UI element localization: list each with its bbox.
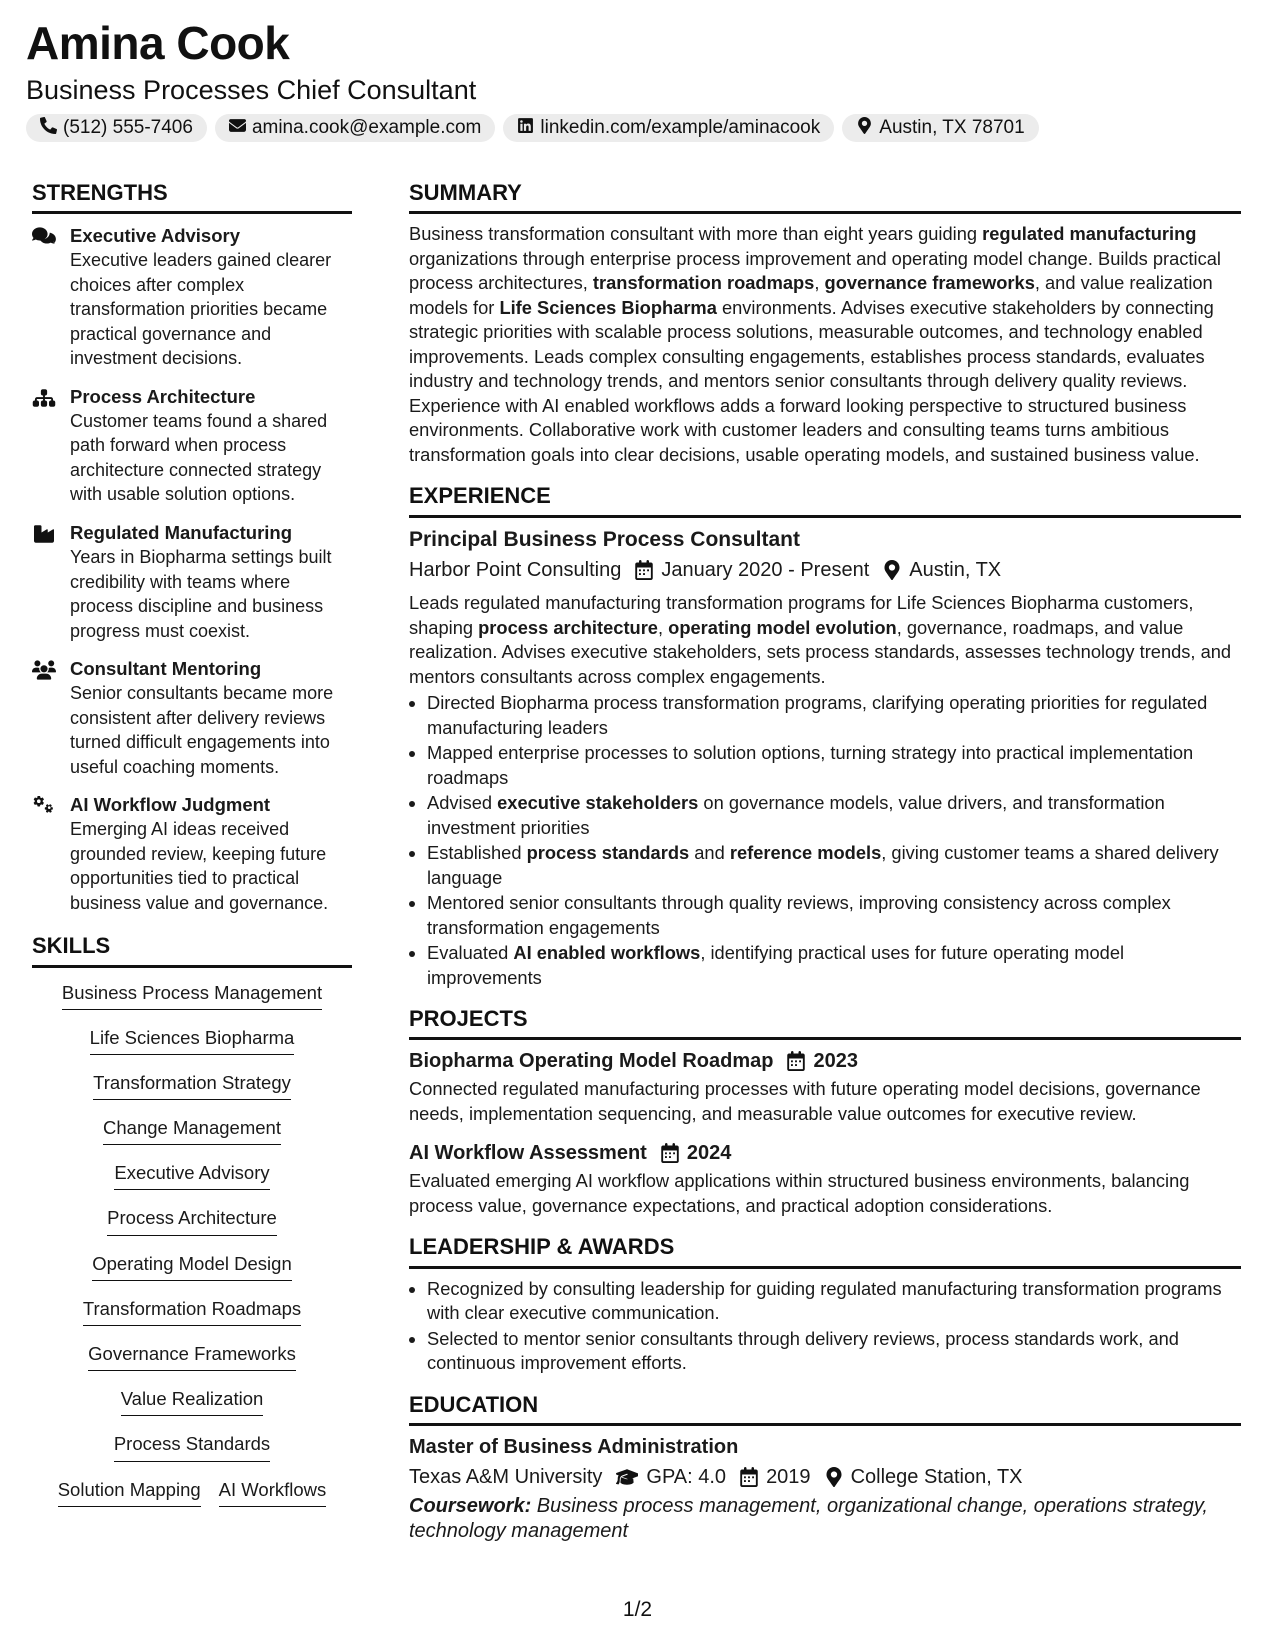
candidate-name: Amina Cook xyxy=(26,17,290,69)
strength-item xyxy=(32,385,352,507)
skill-row xyxy=(58,1479,327,1524)
contact-phone[interactable] xyxy=(26,114,207,142)
text-run: Evaluated xyxy=(427,942,514,964)
bold-phrase: executive stakeholders xyxy=(497,792,699,814)
contact-linkedin[interactable] xyxy=(503,114,834,142)
contact-bar xyxy=(26,114,1039,142)
contact-linkedin-text: linkedin.com/example/aminacook xyxy=(540,117,821,138)
skill-tag: Process Architecture xyxy=(107,1207,277,1235)
calendar-icon xyxy=(740,1467,758,1487)
bold-phrase: regulated manufacturing xyxy=(982,223,1197,245)
bold-phrase: governance frameworks xyxy=(824,272,1035,294)
project-title-row xyxy=(409,1048,1241,1074)
text-run: Mapped enterprise processes to solution options, turning strategy into practical implementation roadmaps xyxy=(427,742,1194,788)
page-number: 1/2 xyxy=(622,1598,653,1621)
strength-item xyxy=(32,224,352,371)
bold-phrase: Life Sciences Biopharma xyxy=(499,296,717,318)
skills-heading: SKILLS xyxy=(32,933,352,967)
skill-tag: Transformation Strategy xyxy=(93,1072,291,1100)
contact-location-text: Austin, TX 78701 xyxy=(879,117,1025,138)
text-run: , identifying practical uses for future operating model improvements xyxy=(427,942,1125,988)
gpa: GPA: 4.0 xyxy=(646,1466,727,1489)
leadership-section xyxy=(409,1234,1241,1375)
projects-section xyxy=(409,1006,1241,1218)
project-year: 2023 xyxy=(813,1050,858,1073)
strength-title: AI Workflow Judgment xyxy=(70,794,271,816)
summary-text xyxy=(409,222,1241,467)
job-bullets xyxy=(409,691,1241,990)
text-run: Mentored senior consultants through quality reviews, improving consistency across complex transformation engagements xyxy=(427,892,1171,938)
coursework-label: Coursework: xyxy=(409,1495,532,1518)
comments-icon xyxy=(32,224,58,371)
candidate-headline: Business Processes Chief Consultant xyxy=(26,75,477,105)
contact-phone-text: (512) 555-7406 xyxy=(63,117,193,138)
bold-phrase: operating model evolution xyxy=(668,616,897,638)
strength-title: Process Architecture xyxy=(70,385,256,407)
project-description: Connected regulated manufacturing processes with future operating model decisions, governance needs, implementation sequencing, and measurable value outcomes for executive review. xyxy=(409,1078,1201,1124)
skill-tag: Executive Advisory xyxy=(114,1162,269,1190)
map-pin-icon xyxy=(883,560,901,580)
strengths-heading: STRENGTHS xyxy=(32,180,352,214)
text-run: and xyxy=(689,842,730,864)
bold-phrase: process architecture xyxy=(478,616,658,638)
strength-item xyxy=(32,657,352,779)
coursework xyxy=(409,1494,1241,1543)
right-column xyxy=(409,180,1241,1543)
text-run: Directed Biopharma process transformation programs, clarifying operating priorities for regulated manufacturing leaders xyxy=(427,692,1208,738)
text-run: Leads regulated manufacturing transformation programs for Life Sciences Biopharma customers, shaping xyxy=(409,592,1194,638)
strength-text: Customer teams found a shared path forward when process architecture connected strategy with usable solution options. xyxy=(70,410,328,505)
text-run: , and value realization models for xyxy=(409,272,1213,318)
projects-heading: PROJECTS xyxy=(409,1006,1241,1040)
linkedin-icon xyxy=(517,117,534,140)
job-location: Austin, TX xyxy=(909,559,1002,582)
map-pin-icon xyxy=(856,117,873,140)
job-bullet xyxy=(427,841,1241,890)
project-year: 2024 xyxy=(686,1142,732,1165)
job-bullet xyxy=(427,741,1241,790)
skill-tag: Process Standards xyxy=(114,1433,270,1461)
skill-tag: Solution Mapping xyxy=(58,1479,201,1507)
strength-text: Years in Biopharma settings built credibility with teams where process discipline and business progress must coexist. xyxy=(70,547,332,641)
strength-title: Regulated Manufacturing xyxy=(70,521,293,543)
education-meta xyxy=(409,1464,1241,1490)
map-pin-icon xyxy=(825,1467,843,1487)
phone-icon xyxy=(40,117,57,140)
envelope-icon xyxy=(229,117,246,140)
text-run: Advised xyxy=(427,792,498,814)
strength-text: Senior consultants became more consistent after delivery reviews turned difficult engagements into useful coaching moments. xyxy=(70,683,334,777)
strength-item xyxy=(32,793,352,915)
experience-section xyxy=(409,483,1241,990)
job-description xyxy=(409,591,1241,689)
graduation-cap-icon xyxy=(616,1467,638,1487)
leadership-bullet: • Recognized by consulting leadership for guiding regulated manufacturing transformation programs with clear executive communication. xyxy=(427,1277,1241,1326)
text-run: organizations through enterprise process improvement and operating model change. Builds practical process architectures, xyxy=(409,247,1221,294)
skill-tag: Operating Model Design xyxy=(92,1253,292,1281)
bold-phrase: process standards xyxy=(526,842,690,864)
skill-tag: AI Workflows xyxy=(219,1479,327,1507)
cogs-icon xyxy=(32,793,58,915)
coursework-text: Business process management, organizational change, operations strategy, technology management xyxy=(409,1495,1208,1542)
project-description: Evaluated emerging AI workflow applications within structured business environments, balancing process value, governance expectations, and practical adoption considerations. xyxy=(409,1170,1190,1216)
project-title: Biopharma Operating Model Roadmap xyxy=(409,1050,774,1073)
job-bullet xyxy=(427,941,1241,990)
strength-title: Consultant Mentoring xyxy=(70,658,262,680)
users-icon xyxy=(32,657,58,779)
bold-phrase: transformation roadmaps xyxy=(592,272,815,294)
text-run: , giving customer teams a shared delivery language xyxy=(427,842,1219,888)
project-title: AI Workflow Assessment xyxy=(409,1142,647,1165)
job-bullet xyxy=(427,691,1241,740)
strength-title: Executive Advisory xyxy=(70,225,241,247)
job-meta xyxy=(409,557,1241,583)
text-run: Established xyxy=(427,842,527,864)
school-location: College Station, TX xyxy=(850,1466,1023,1489)
text-run: Business transformation consultant with more than eight years guiding xyxy=(409,223,983,245)
calendar-icon xyxy=(661,1143,679,1163)
school-name: Texas A&M University xyxy=(409,1466,603,1489)
text-run: , xyxy=(814,272,825,294)
experience-heading: EXPERIENCE xyxy=(409,483,1241,517)
text-run: environments. Advises executive stakeholders by connecting strategic priorities with scalable process solutions, measurable outcomes, and technology enabled improvements. Leads complex consulting engagements, establishes process standards, evaluates industry and technology trends, and mentors senior consultants through delivery quality reviews. Experience with AI enabled workflows adds a forward looking perspective to structured business environments. Collaborative work with customer leaders and consulting teams turns ambitious transformation goals into clear decisions, usable operating models, and sustained business value. xyxy=(409,296,1214,465)
contact-email-text: amina.cook@example.com xyxy=(251,117,482,138)
strengths-list xyxy=(32,224,352,915)
text-run: , governance, roadmaps, and value realization. Advises executive stakeholders, sets process standards, assesses technology trends, and mentors consultants across complex engagements. xyxy=(409,616,1232,687)
job-company: Harbor Point Consulting xyxy=(409,559,622,582)
job-bullet xyxy=(427,791,1241,840)
text-run: on governance models, value drivers, and transformation investment priorities xyxy=(427,792,1165,838)
leadership-heading: LEADERSHIP & AWARDS xyxy=(409,1234,1241,1268)
job-title: Principal Business Process Consultant xyxy=(409,527,800,551)
contact-location xyxy=(842,114,1038,142)
strength-text: Emerging AI ideas received grounded review, keeping future opportunities tied to practical business value and governance. xyxy=(70,819,329,913)
skill-tag: Business Process Management xyxy=(62,982,322,1010)
industry-icon xyxy=(32,521,58,643)
skill-tag: Life Sciences Biopharma xyxy=(90,1027,295,1055)
calendar-icon xyxy=(787,1051,805,1071)
graduation-year: 2019 xyxy=(766,1466,811,1489)
bold-phrase: reference models xyxy=(729,842,882,864)
job-dates: January 2020 - Present xyxy=(661,559,870,582)
skill-tag: Transformation Roadmaps xyxy=(83,1298,301,1326)
degree: Master of Business Administration xyxy=(409,1436,739,1459)
skill-tag: Governance Frameworks xyxy=(88,1343,296,1371)
project-title-row xyxy=(409,1140,1241,1166)
contact-email[interactable] xyxy=(215,114,495,142)
skill-tag: Change Management xyxy=(103,1117,281,1145)
summary-heading: SUMMARY xyxy=(409,180,1241,214)
sitemap-icon xyxy=(32,385,58,507)
job-bullet xyxy=(427,891,1241,940)
skills-list xyxy=(32,982,352,1524)
calendar-icon xyxy=(635,560,653,580)
strength-text: Executive leaders gained clearer choices after complex transformation priorities became practical governance and investment decisions. xyxy=(70,250,332,369)
skill-tag: Value Realization xyxy=(121,1388,264,1416)
bold-phrase: AI enabled workflows xyxy=(513,942,701,964)
leadership-bullets xyxy=(409,1277,1241,1376)
strength-item xyxy=(32,521,352,643)
education-heading: EDUCATION xyxy=(409,1392,1241,1426)
text-run: , xyxy=(657,616,669,638)
left-column xyxy=(32,180,352,1524)
education-section xyxy=(409,1392,1241,1543)
leadership-bullet: • Selected to mentor senior consultants through delivery reviews, process standards work, and continuous improvement efforts. xyxy=(427,1327,1241,1376)
